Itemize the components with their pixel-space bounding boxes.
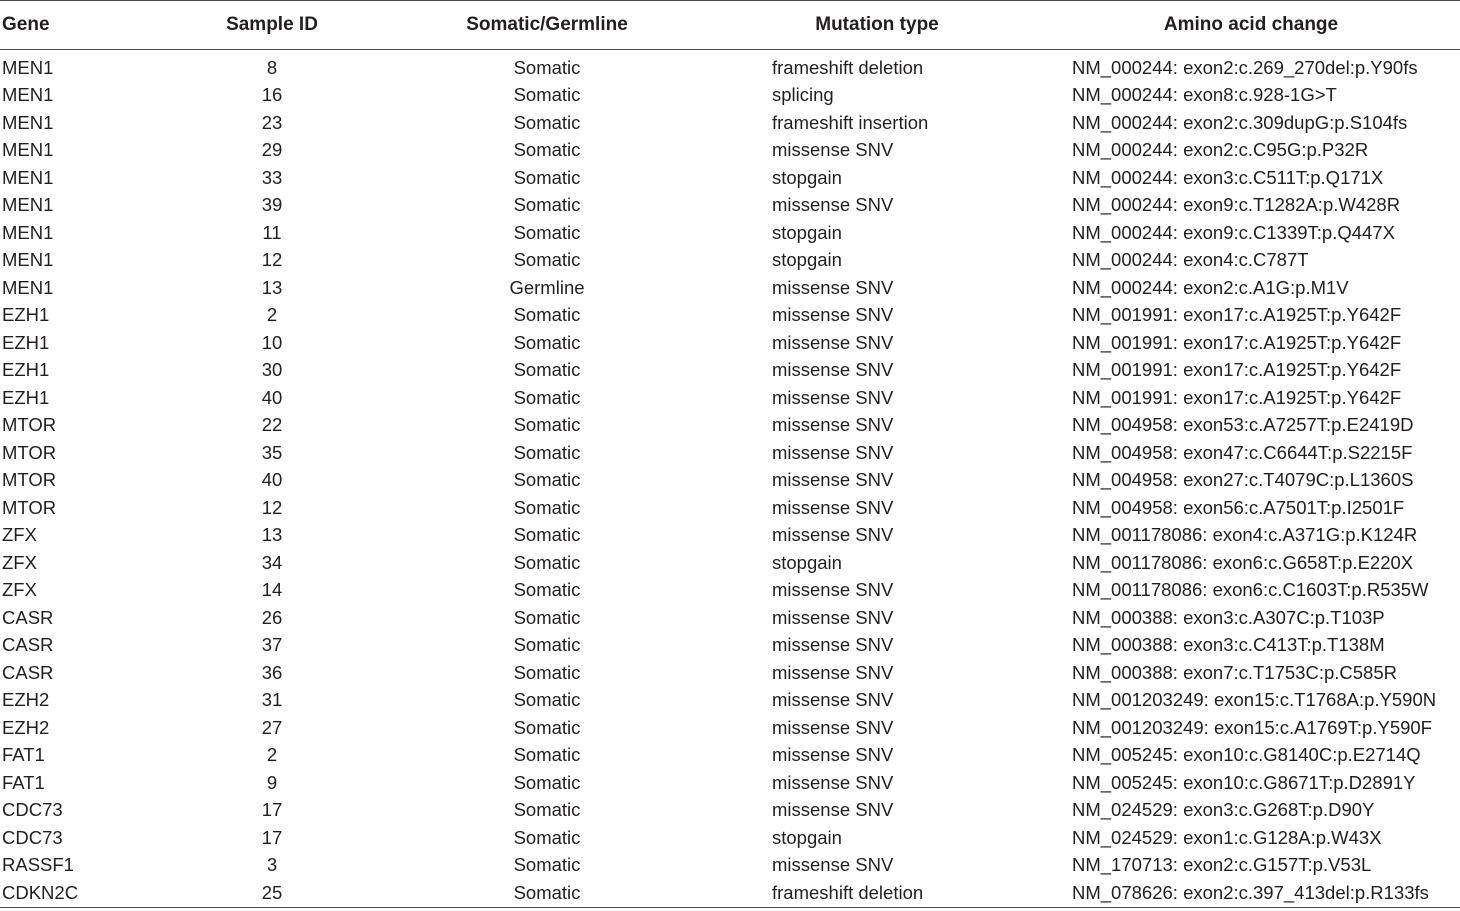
cell-somatic-germline: Somatic	[513, 744, 581, 766]
cell-mutation-type: missense SNV	[772, 524, 894, 546]
table-row	[0, 384, 1460, 412]
table-row	[0, 50, 1460, 82]
cell-gene: EZH1	[2, 386, 50, 408]
table-header	[0, 1, 1460, 50]
cell-mutation-type: missense SNV	[772, 689, 894, 711]
cell-mutation-type: stopgain	[772, 166, 842, 188]
cell-gene: ZFX	[2, 579, 37, 601]
table-row	[0, 879, 1460, 907]
cell-mutation-type: frameshift insertion	[772, 111, 929, 133]
cell-sample-id: 31	[261, 689, 283, 711]
cell-somatic-germline: Somatic	[513, 634, 581, 656]
cell-mutation-type: missense SNV	[772, 661, 894, 683]
cell-gene: MEN1	[2, 139, 54, 161]
cell-amino-acid-change: NM_004958: exon53:c.A7257T:p.E2419D	[1072, 414, 1414, 436]
cell-amino-acid-change: NM_000244: exon2:c.C95G:p.P32R	[1072, 139, 1369, 161]
cell-amino-acid-change: NM_000244: exon2:c.309dupG:p.S104fs	[1072, 111, 1408, 133]
cell-somatic-germline: Somatic	[513, 84, 581, 106]
cell-sample-id: 26	[261, 606, 283, 628]
table-row	[0, 522, 1460, 550]
cell-mutation-type: missense SNV	[772, 496, 894, 518]
table-row	[0, 82, 1460, 110]
cell-gene: MTOR	[2, 414, 57, 436]
table-row	[0, 329, 1460, 357]
cell-gene: ZFX	[2, 551, 37, 573]
cell-somatic-germline: Somatic	[513, 414, 581, 436]
cell-mutation-type: missense SNV	[772, 716, 894, 738]
cell-somatic-germline: Somatic	[513, 579, 581, 601]
cell-amino-acid-change: NM_000388: exon3:c.C413T:p.T138M	[1072, 634, 1385, 656]
table-row	[0, 137, 1460, 165]
cell-mutation-type: frameshift deletion	[712, 879, 1042, 907]
cell-gene: CASR	[2, 661, 54, 683]
cell-mutation-type: missense SNV	[772, 194, 894, 216]
cell-gene: MEN1	[2, 249, 54, 271]
cell-gene: MTOR	[2, 496, 57, 518]
cell-gene: EZH1	[2, 331, 50, 353]
cell-sample-id: 10	[261, 331, 283, 353]
cell-gene: EZH1	[2, 304, 50, 326]
cell-amino-acid-change: NM_004958: exon47:c.C6644T:p.S2215F	[1072, 441, 1413, 463]
cell-amino-acid-change: NM_005245: exon10:c.G8140C:p.E2714Q	[1072, 744, 1421, 766]
cell-somatic-germline: Somatic	[513, 716, 581, 738]
cell-gene: EZH2	[2, 716, 50, 738]
cell-amino-acid-change: NM_000244: exon8:c.928-1G>T	[1072, 84, 1337, 106]
cell-sample-id: 40	[261, 386, 283, 408]
cell-mutation-type: missense SNV	[772, 799, 894, 821]
table-row	[0, 687, 1460, 715]
cell-gene: MEN1	[2, 194, 54, 216]
cell-somatic-germline: Germline	[509, 276, 585, 298]
table-row	[0, 549, 1460, 577]
cell-somatic-germline: Somatic	[513, 551, 581, 573]
cell-mutation-type: frameshift deletion	[772, 56, 924, 78]
cell-somatic-germline: Somatic	[513, 359, 581, 381]
cell-gene: CASR	[2, 634, 54, 656]
cell-sample-id: 2	[266, 304, 278, 326]
cell-sample-id: 27	[261, 716, 283, 738]
cell-somatic-germline: Somatic	[513, 331, 581, 353]
table-row	[0, 412, 1460, 440]
cell-somatic-germline: Somatic	[513, 689, 581, 711]
table-row	[0, 274, 1460, 302]
cell-sample-id: 35	[261, 441, 283, 463]
cell-amino-acid-change: NM_000388: exon3:c.A307C:p.T103P	[1072, 606, 1385, 628]
cell-gene: MTOR	[2, 441, 57, 463]
header-somatic-germline: Somatic/Germline	[382, 1, 712, 50]
header-amino-acid-change: Amino acid change	[1042, 1, 1460, 50]
cell-mutation-type: stopgain	[772, 221, 842, 243]
cell-somatic-germline: Somatic	[513, 166, 581, 188]
cell-mutation-type: missense SNV	[772, 414, 894, 436]
cell-mutation-type: missense SNV	[772, 469, 894, 491]
table-row	[0, 109, 1460, 137]
table-row	[0, 824, 1460, 852]
cell-amino-acid-change: NM_078626: exon2:c.397_413del:p.R133fs	[1042, 879, 1460, 907]
cell-gene: CASR	[2, 606, 54, 628]
cell-gene: EZH2	[2, 689, 50, 711]
cell-sample-id: 37	[261, 634, 283, 656]
cell-sample-id: 29	[261, 139, 283, 161]
table-row	[0, 494, 1460, 522]
table-row	[0, 467, 1460, 495]
cell-sample-id: 17	[261, 826, 283, 848]
table-row	[0, 742, 1460, 770]
cell-mutation-type: missense SNV	[772, 331, 894, 353]
cell-gene: CDC73	[2, 799, 63, 821]
cell-sample-id: 25	[162, 879, 382, 907]
cell-amino-acid-change: NM_024529: exon3:c.G268T:p.D90Y	[1072, 799, 1375, 821]
table-row	[0, 714, 1460, 742]
cell-mutation-type: missense SNV	[772, 606, 894, 628]
cell-amino-acid-change: NM_000244: exon9:c.C1339T:p.Q447X	[1072, 221, 1395, 243]
cell-gene: FAT1	[2, 744, 45, 766]
cell-somatic-germline: Somatic	[513, 524, 581, 546]
cell-gene: CDKN2C	[0, 879, 162, 907]
cell-sample-id: 33	[261, 166, 283, 188]
cell-sample-id: 13	[261, 276, 283, 298]
header-row	[0, 1, 1460, 50]
cell-amino-acid-change: NM_000244: exon3:c.C511T:p.Q171X	[1072, 166, 1384, 188]
cell-mutation-type: missense SNV	[772, 579, 894, 601]
cell-amino-acid-change: NM_000244: exon2:c.A1G:p.M1V	[1072, 276, 1349, 298]
cell-mutation-type: missense SNV	[772, 854, 894, 876]
cell-somatic-germline: Somatic	[382, 879, 712, 907]
cell-somatic-germline: Somatic	[513, 249, 581, 271]
cell-sample-id: 23	[261, 111, 283, 133]
cell-sample-id: 9	[266, 771, 278, 793]
cell-mutation-type: missense SNV	[772, 304, 894, 326]
cell-sample-id: 3	[266, 854, 278, 876]
cell-amino-acid-change: NM_001178086: exon4:c.A371G:p.K124R	[1072, 524, 1418, 546]
cell-gene: MEN1	[2, 84, 54, 106]
table-row	[0, 164, 1460, 192]
table-row	[0, 192, 1460, 220]
table-row	[0, 577, 1460, 605]
cell-gene: ZFX	[2, 524, 37, 546]
cell-amino-acid-change: NM_001178086: exon6:c.C1603T:p.R535W	[1072, 579, 1429, 601]
cell-sample-id: 40	[261, 469, 283, 491]
cell-sample-id: 8	[266, 56, 278, 78]
cell-amino-acid-change: NM_005245: exon10:c.G8671T:p.D2891Y	[1072, 771, 1416, 793]
cell-sample-id: 30	[261, 359, 283, 381]
cell-somatic-germline: Somatic	[513, 854, 581, 876]
table-row	[0, 439, 1460, 467]
cell-somatic-germline: Somatic	[513, 799, 581, 821]
cell-mutation-type: missense SNV	[772, 139, 894, 161]
cell-sample-id: 14	[261, 579, 283, 601]
cell-somatic-germline: Somatic	[513, 441, 581, 463]
cell-amino-acid-change: NM_001991: exon17:c.A1925T:p.Y642F	[1072, 359, 1402, 381]
cell-somatic-germline: Somatic	[513, 496, 581, 518]
cell-gene: MTOR	[2, 469, 57, 491]
cell-mutation-type: stopgain	[772, 551, 842, 573]
cell-gene: MEN1	[2, 276, 54, 298]
cell-mutation-type: missense SNV	[772, 386, 894, 408]
cell-mutation-type: missense SNV	[772, 744, 894, 766]
table-row	[0, 302, 1460, 330]
cell-gene: FAT1	[2, 771, 45, 793]
cell-somatic-germline: Somatic	[513, 304, 581, 326]
table-row	[0, 219, 1460, 247]
cell-sample-id: 22	[261, 414, 283, 436]
cell-gene: CDC73	[2, 826, 63, 848]
table-row	[0, 659, 1460, 687]
cell-amino-acid-change: NM_000388: exon7:c.T1753C:p.C585R	[1072, 661, 1397, 683]
cell-amino-acid-change: NM_000244: exon4:c.C787T	[1072, 249, 1309, 271]
cell-mutation-type: stopgain	[772, 826, 842, 848]
cell-amino-acid-change: NM_000244: exon2:c.269_270del:p.Y90fs	[1072, 56, 1418, 78]
cell-sample-id: 16	[261, 84, 283, 106]
cell-gene: MEN1	[2, 221, 54, 243]
cell-amino-acid-change: NM_024529: exon1:c.G128A:p.W43X	[1072, 826, 1382, 848]
table-row	[0, 797, 1460, 825]
cell-sample-id: 17	[261, 799, 283, 821]
header-sample-id: Sample ID	[162, 1, 382, 50]
cell-mutation-type: missense SNV	[772, 359, 894, 381]
cell-sample-id: 13	[261, 524, 283, 546]
cell-sample-id: 12	[261, 249, 283, 271]
cell-somatic-germline: Somatic	[513, 469, 581, 491]
cell-amino-acid-change: NM_004958: exon56:c.A7501T:p.I2501F	[1072, 496, 1405, 518]
table-row	[0, 604, 1460, 632]
cell-amino-acid-change: NM_001991: exon17:c.A1925T:p.Y642F	[1072, 304, 1402, 326]
cell-sample-id: 34	[261, 551, 283, 573]
cell-somatic-germline: Somatic	[513, 221, 581, 243]
cell-amino-acid-change: NM_001178086: exon6:c.G658T:p.E220X	[1072, 551, 1414, 573]
cell-gene: RASSF1	[2, 854, 74, 876]
cell-mutation-type: missense SNV	[772, 771, 894, 793]
cell-mutation-type: splicing	[772, 84, 834, 106]
cell-somatic-germline: Somatic	[513, 826, 581, 848]
cell-somatic-germline: Somatic	[513, 111, 581, 133]
cell-somatic-germline: Somatic	[513, 606, 581, 628]
cell-somatic-germline: Somatic	[513, 56, 581, 78]
cell-amino-acid-change: NM_001991: exon17:c.A1925T:p.Y642F	[1072, 386, 1402, 408]
table-body	[0, 50, 1460, 908]
table-row	[0, 769, 1460, 797]
cell-sample-id: 2	[266, 744, 278, 766]
cell-amino-acid-change: NM_004958: exon27:c.T4079C:p.L1360S	[1072, 469, 1414, 491]
table-row	[0, 247, 1460, 275]
cell-amino-acid-change: NM_170713: exon2:c.G157T:p.V53L	[1072, 854, 1372, 876]
cell-gene: MEN1	[2, 111, 54, 133]
table-row	[0, 632, 1460, 660]
cell-mutation-type: missense SNV	[772, 634, 894, 656]
cell-mutation-type: missense SNV	[772, 276, 894, 298]
cell-gene: MEN1	[2, 56, 54, 78]
table-row	[0, 357, 1460, 385]
cell-sample-id: 11	[262, 221, 282, 243]
cell-mutation-type: stopgain	[772, 249, 842, 271]
cell-somatic-germline: Somatic	[513, 194, 581, 216]
cell-sample-id: 12	[261, 496, 283, 518]
cell-somatic-germline: Somatic	[513, 139, 581, 161]
cell-sample-id: 36	[261, 661, 283, 683]
cell-amino-acid-change: NM_000244: exon9:c.T1282A:p.W428R	[1072, 194, 1401, 216]
cell-amino-acid-change: NM_001203249: exon15:c.T1768A:p.Y590N	[1072, 689, 1437, 711]
cell-somatic-germline: Somatic	[513, 386, 581, 408]
table-row	[0, 852, 1460, 880]
cell-amino-acid-change: NM_001991: exon17:c.A1925T:p.Y642F	[1072, 331, 1402, 353]
cell-somatic-germline: Somatic	[513, 771, 581, 793]
header-gene: Gene	[0, 1, 162, 50]
cell-amino-acid-change: NM_001203249: exon15:c.A1769T:p.Y590F	[1072, 716, 1432, 738]
cell-gene: MEN1	[2, 166, 54, 188]
cell-mutation-type: missense SNV	[772, 441, 894, 463]
cell-sample-id: 39	[261, 194, 283, 216]
cell-somatic-germline: Somatic	[513, 661, 581, 683]
header-mutation-type: Mutation type	[712, 1, 1042, 50]
cell-gene: EZH1	[2, 359, 50, 381]
